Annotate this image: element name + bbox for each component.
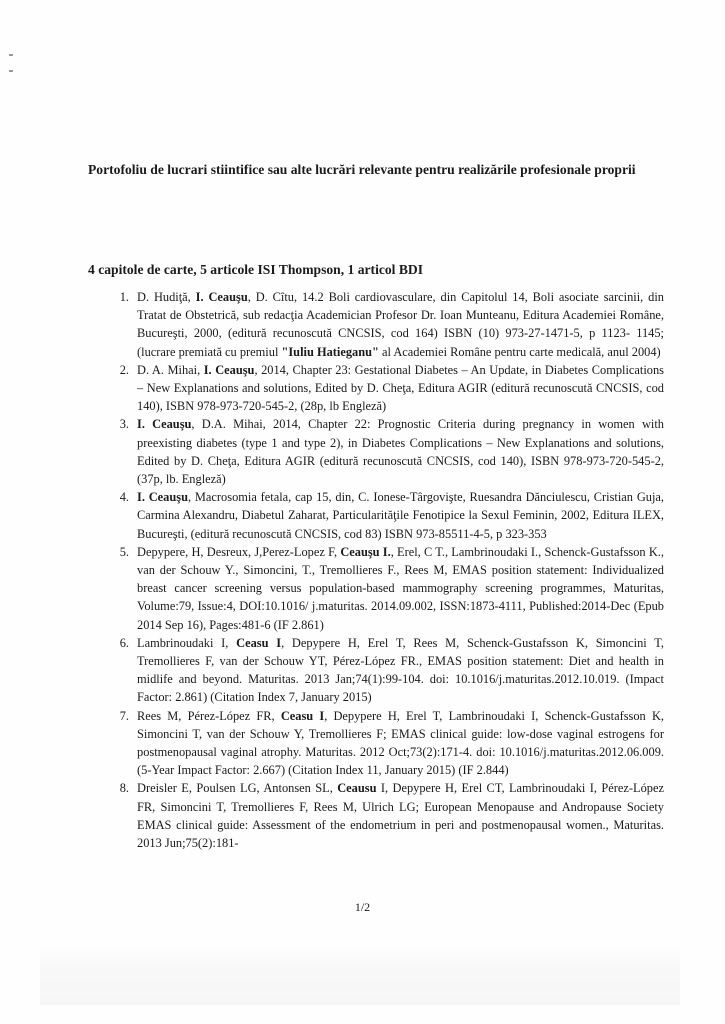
reference-item: [119, 488, 665, 543]
reference-fragment: D. A. Mihai,: [137, 362, 204, 377]
reference-number: 7.: [119, 708, 129, 723]
document-heading: Portofoliu de lucrari stiintifice sau alte lucrări relevante pentru realizările profesionale proprii: [88, 162, 636, 177]
reference-number: 8.: [119, 781, 129, 796]
reference-number: 3.: [119, 417, 129, 432]
author-highlight: "Iuliu Hatieganu": [281, 344, 379, 359]
reference-item: [119, 415, 664, 488]
reference-fragment: I, Depypere H, Erel CT, Lambrinoudaki I, Pérez-López FR, Simoncini T, Tremollieres F, Rees M, Ulrich LG; European Menopause and Andropause Society EMAS clinical guide: Assessment of the endometrium in peri and postmenopausal women., Maturitas. 2013 Jun;75(2):181-: [137, 781, 664, 851]
author-highlight: Ceausu: [337, 781, 377, 796]
reference-fragment: Rees M, Pérez-López FR,: [137, 708, 281, 723]
reference-fragment: , D. Cîtu, 14.2 Boli cardiovasculare, din Capitolul 14, Boli asociate sarcinii, din Tratat de Obstetrică, sub redacţia Academician Profesor Dr. Ioan Munteanu, Editura Academiei Române, Bucureşti, 2000, (editură recunoscută CNCSIS, cod 164) ISBN (10) 973-27-1471-5, p 1123- 1145; (lucrare premiată cu premiul: [137, 290, 664, 359]
author-highlight: I. Ceauşu: [203, 362, 255, 377]
reference-text: [137, 417, 664, 486]
reference-item: [119, 707, 664, 780]
author-highlight: I. Ceauşu: [195, 290, 248, 304]
reference-fragment: Dreisler E, Poulsen LG, Antonsen SL,: [137, 781, 338, 796]
reference-item: [119, 634, 664, 707]
reference-text: [137, 781, 664, 850]
author-highlight: I. Ceauşu: [137, 490, 188, 505]
page-number: 1/2: [354, 900, 371, 914]
reference-item: [119, 361, 665, 416]
reference-number: 1.: [119, 290, 129, 304]
author-highlight: I. Ceauşu: [137, 417, 192, 432]
reference-text: [137, 490, 664, 540]
reference-number: 4.: [119, 490, 129, 505]
reference-fragment: , Erel, C T., Lambrinoudaki I., Schenck-Gustafsson K., van der Schouw Y., Simoncini, T., Tremollieres F., Rees M, EMAS position statement: Individualized breast cancer screening versus population-based mammography screening programmes, Maturitas, Volume:79, Issue:4, DOI:10.1016/ j.maturitas. 2014.09.002, ISSN:1873-4111, Published:2014-Dec (Epub 2014 Sep 16), Pages:481-6 (IF 2.861): [137, 544, 664, 632]
reference-fragment: , Depypere H, Erel T, Rees M, Schenck-Gustafsson K, Simoncini T, Tremollieres F, van der Schouw YT, Pérez-López FR., EMAS position statement: Diet and health in midlife and beyond. Maturitas. 2013 Jan;74(1):99-104. doi: 10.1016/j.maturitas.2012.10.019. (Impact Factor: 2.861) (Citation Index 7, January 2015): [137, 635, 664, 705]
reference-number: 2.: [119, 362, 129, 377]
document-subheading: 4 capitole de carte, 5 articole ISI Thompson, 1 articol BDI: [88, 262, 424, 277]
reference-item: [119, 543, 664, 634]
reference-number: 5.: [119, 544, 129, 559]
reference-text: [137, 290, 664, 359]
reference-text: [137, 545, 664, 632]
reference-fragment: , Depypere H, Erel T, Lambrinoudaki I, Schenck-Gustafsson K, Simoncini T, van der Schouw Y, Tremollieres F; EMAS clinical guide: low-dose vaginal estrogens for postmenopausal vaginal atrophy. Maturitas. 2012 Oct;73(2):171-4. doi: 10.1016/j.maturitas.2012.06.009. (5-Year Impact Factor: 2.667) (Citation Index 11, January 2015) (IF 2.844): [137, 708, 664, 778]
reference-fragment: al Academiei Române pentru carte medicală, anul 2004): [378, 344, 661, 359]
reference-list: [119, 288, 665, 852]
reference-fragment: Depypere, H, Desreux, J,Perez-Lopez F,: [137, 544, 341, 559]
reference-fragment: Lambrinoudaki I,: [137, 635, 237, 650]
scan-margin-mark: [9, 70, 13, 72]
reference-item: [119, 779, 664, 852]
reference-fragment: , 2014, Chapter 23: Gestational Diabetes – An Update, in Diabetes Complications – New Explanations and solutions, Edited by D. Cheţa, Editura AGIR (editură recunoscută CNCSIS, cod 140), ISBN 978-973-720-545-2, (28p, lb Engleză): [137, 362, 665, 414]
reference-text: [137, 636, 664, 705]
reference-text: [137, 363, 664, 413]
reference-fragment: , D.A. Mihai, 2014, Chapter 22: Prognostic Criteria during pregnancy in women with preexisting diabetes (type 1 and type 2), in Diabetes Complications – New Explanations and solutions, Edited by D. Cheţa, Editura AGIR (editură recunoscută CNCSIS, cod 140), ISBN 978-973-720-545-2, (37p, lb. Engleză): [137, 417, 664, 487]
scan-margin-mark: [9, 54, 13, 56]
author-highlight: Ceauşu I.: [340, 544, 391, 559]
reference-text: [137, 709, 664, 778]
reference-fragment: D. Hudiţă,: [137, 290, 196, 304]
author-highlight: Ceasu I: [236, 635, 282, 650]
scan-shadow: [40, 945, 680, 1005]
author-highlight: Ceasu I: [280, 708, 325, 723]
reference-item: [119, 288, 664, 361]
reference-fragment: , Macrosomia fetala, cap 15, din, C. Ionese-Târgovişte, Ruesandra Dănciulescu, Cristian Guja, Carmina Alexandru, Diabetul Zaharat, Particularităţile Fenotipice la Sexul Feminin, 2002, Editura ILEX, Bucureşti, (editură recunoscută CNCSIS, cod 83) ISBN 973-85511-4-5, p 323-353: [137, 490, 665, 541]
reference-number: 6.: [119, 635, 129, 650]
